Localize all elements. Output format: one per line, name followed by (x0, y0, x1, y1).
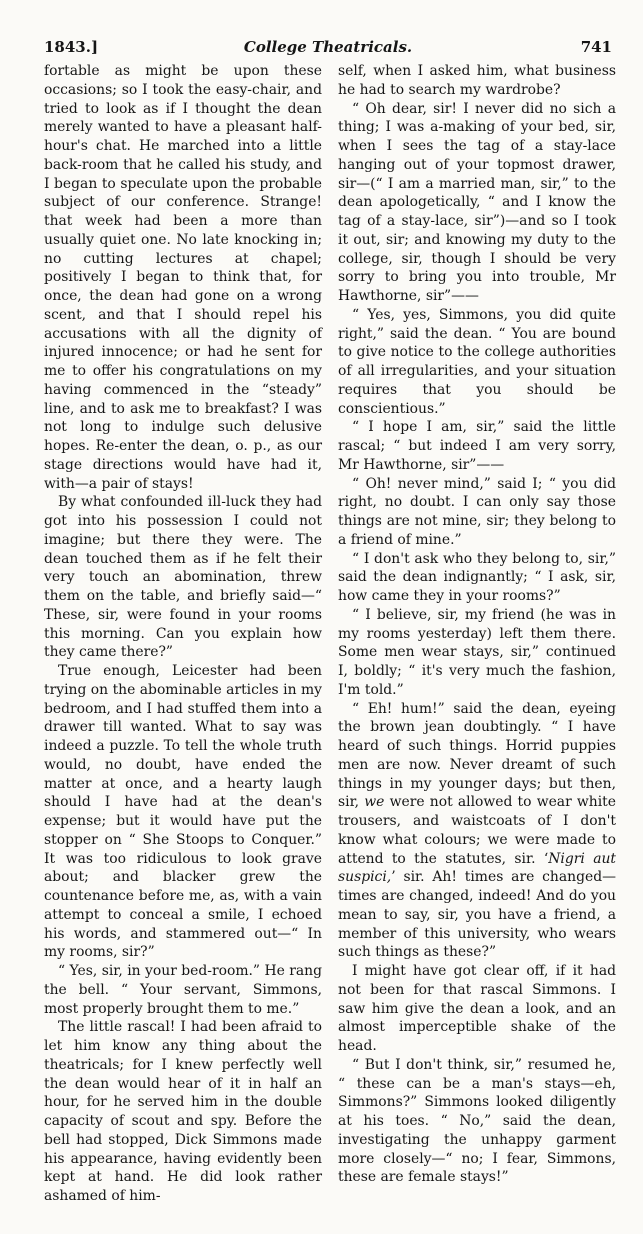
paragraph-text: ’ sir. Ah! times are changed—times are changed, indeed! And do you mean to say, sir, you have a friend, a member of this university, who wears such things as these?” (338, 869, 616, 961)
paragraph-text: “ Eh! hum!” said the dean, eyeing the brown jean doubtingly. “ I have heard of such things. Horrid puppies men are now. Never dreamt of such things in my younger days; but then, sir, (338, 700, 616, 811)
header-year: 1843.] (44, 38, 99, 56)
running-header (44, 38, 612, 58)
paragraph-text: were not allowed to wear white trousers, and waistcoats of I don't know what colours; we were made to attend to the statutes, sir. ‘ (338, 794, 616, 867)
paragraph: I might have got clear off, if it had not been for that rascal Simmons. I saw him give the dean a look, and an almost imperceptible shake of the head. (338, 963, 616, 1054)
paragraph: “ But I don't think, sir,” resumed he, “ these can be a man's stays—eh, Simmons?” Simmons looked diligently at his toes. “ No,” said the dean, investigating the unhappy garment more closely—“ no; I fear, Simmons, these are female stays!” (338, 1056, 616, 1186)
paragraph: “ I hope I am, sir,” said the little rascal; “ but indeed I am very sorry, Mr Hawthorne, sir”—— (338, 419, 616, 473)
header-title: College Theatricals. (243, 38, 413, 56)
paragraph: self, when I asked him, what business he had to search my wardrobe? (338, 63, 616, 98)
paragraph: “ Oh dear, sir! I never did no sich a thing; I was a-making of your bed, sir, when I sees the tag of a stay-lace hanging out of your topmost drawer, sir—(“ I am a married man, sir,” to the dean apologetically, “ and I know the tag of a stay-lace, sir”)—and so I took it out, sir; and knowing my duty to the college, sir, though I should be very sorry to bring you into trouble, Mr Hawthorne, sir”—— (338, 100, 616, 304)
right-column (338, 62, 616, 1187)
paragraph: “ Yes, sir, in your bed-room.” He rang the bell. “ Your servant, Simmons, most properly brought them to me.” (44, 963, 322, 1017)
paragraph: fortable as might be upon these occasions; so I took the easy-chair, and tried to look as if I thought the dean merely wanted to have a pleasant half-hour's chat. He marched into a little back-room that he called his study, and I began to speculate upon the probable subject of our conference. Strange! that week had been a more than usually quiet one. No late knocking in; no cutting lectures at chapel; positively I began to think that, for once, the dean had gone on a wrong scent, and that I should repel his accusations with all the dignity of injured innocence; or had he sent for me to offer his congratulations on my having commenced in the “steady” line, and to ask me to breakfast? I was not long to indulge such delusive hopes. Re-enter the dean, o. p., as our stage directions would have had it, with—a pair of stays! (44, 63, 322, 492)
paragraph: “ Oh! never mind,” said I; “ you did right, no doubt. I can only say those things are not mine, sir; they belong to a friend of mine.” (338, 475, 616, 548)
paragraph (338, 700, 616, 963)
latin-phrase: Nigri aut suspici, (338, 850, 617, 886)
left-column (44, 62, 322, 1206)
paragraph: By what confounded ill-luck they had got into his possession I could not imagine; but there they were. The dean touched them as if he felt their very touch an abomination, threw them on the table, and briefly said—“ These, sir, were found in your rooms this morning. Can you explain how they came there?” (44, 494, 322, 661)
paragraph: “ Yes, yes, Simmons, you did quite right,” said the dean. “ You are bound to give notice to the college authorities of all irregularities, and your situation requires that you should be conscientious.” (338, 306, 616, 417)
paragraph: True enough, Leicester had been trying on the abominable articles in my bedroom, and I had stuffed them into a drawer till wanted. What to say was indeed a puzzle. To tell the whole truth would, no doubt, have ended the matter at once, and a hearty laugh should I have had at the dean's expense; but it would have put the stopper on “ She Stoops to Conquer.” It was too ridiculous to look grave about; and blacker grew the countenance before me, as, with a vain attempt to conceal a smile, I echoed his words, and stammered out—“ In my rooms, sir?” (44, 663, 322, 961)
paragraph: “ I believe, sir, my friend (he was in my rooms yesterday) left them there. Some men wear stays, sir,” continued I, boldly; “ it's very much the fashion, I'm told.” (338, 606, 616, 698)
page-number: 741 (580, 38, 612, 56)
italic-word: we (364, 794, 385, 811)
paragraph: The little rascal! I had been afraid to let him know any thing about the theatricals; for I knew perfectly well the dean would hear of it in half an hour, for he served him in the double capacity of scout and spy. Before the bell had stopped, Dick Simmons made his appearance, having evidently been kept at hand. He did look rather ashamed of him- (44, 1019, 322, 1204)
paragraph: “ I don't ask who they belong to, sir,” said the dean indignantly; “ I ask, sir, how came they in your rooms?” (338, 550, 616, 604)
